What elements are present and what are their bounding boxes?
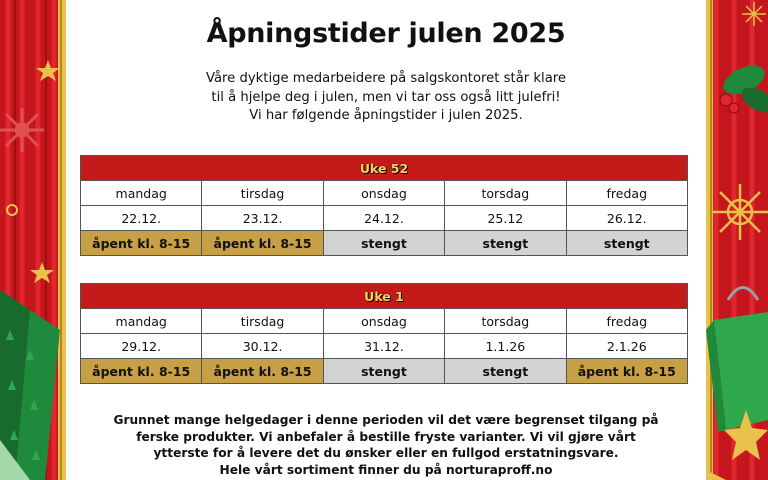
outro-line: ferske produkter. Vi anbefaler å bestille fryste varianter. Vi vil gjøre vårt — [136, 429, 636, 444]
outro-line: ytterste for å levere det du ønsker eller en fullgod erstatningsvare. — [153, 446, 619, 460]
date-cell: 24.12. — [323, 206, 444, 231]
day-cell: tirsdag — [202, 309, 323, 334]
status-closed-cell: stengt — [323, 231, 444, 256]
day-cell: torsdag — [445, 309, 566, 334]
status-closed-cell: stengt — [323, 359, 444, 384]
day-cell: tirsdag — [202, 181, 323, 206]
day-cell: mandag — [81, 181, 202, 206]
date-cell: 23.12. — [202, 206, 323, 231]
status-closed-cell: stengt — [445, 359, 566, 384]
status-closed-cell: stengt — [566, 231, 687, 256]
status-open-cell: åpent kl. 8-15 — [81, 231, 202, 256]
date-row — [81, 334, 688, 359]
day-cell: onsdag — [323, 181, 444, 206]
intro-line: Vi har følgende åpningstider i julen 2025. — [249, 108, 523, 123]
date-cell: 29.12. — [81, 334, 202, 359]
date-cell: 26.12. — [566, 206, 687, 231]
intro-line: til å hjelpe deg i julen, men vi tar oss også litt julefri! — [211, 89, 561, 105]
week-1-table — [80, 283, 688, 384]
right-decorative-border — [706, 0, 768, 480]
date-cell: 31.12. — [323, 334, 444, 359]
day-cell: fredag — [566, 309, 687, 334]
day-row — [81, 309, 688, 334]
intro-line: Våre dyktige medarbeidere på salgskontoret står klare — [205, 71, 567, 86]
date-cell: 2.1.26 — [566, 334, 687, 359]
christmas-pattern-right — [706, 0, 768, 480]
date-cell: 22.12. — [81, 206, 202, 231]
status-row — [81, 231, 688, 256]
status-open-cell: åpent kl. 8-15 — [202, 231, 323, 256]
week-header: Uke 1 — [81, 284, 688, 309]
day-row — [81, 181, 688, 206]
day-cell: fredag — [566, 181, 687, 206]
outro-line: Grunnet mange helgedager i denne perioden vil det være begrenset tilgang på — [113, 413, 659, 427]
outro-text — [66, 412, 706, 478]
christmas-pattern-left — [0, 0, 66, 480]
status-open-cell: åpent kl. 8-15 — [202, 359, 323, 384]
page-title: Åpningstider julen 2025 — [206, 18, 566, 49]
date-cell: 30.12. — [202, 334, 323, 359]
status-open-cell: åpent kl. 8-15 — [81, 359, 202, 384]
date-cell: 25.12 — [445, 206, 566, 231]
status-row — [81, 359, 688, 384]
main-content — [66, 0, 706, 480]
status-closed-cell: stengt — [445, 231, 566, 256]
date-row — [81, 206, 688, 231]
week-header: Uke 52 — [81, 156, 688, 181]
day-cell: mandag — [81, 309, 202, 334]
intro-text — [66, 70, 706, 126]
day-cell: onsdag — [323, 309, 444, 334]
date-cell: 1.1.26 — [445, 334, 566, 359]
week-52-table — [80, 155, 688, 256]
website-line: Hele vårt sortiment finner du på norturaproff.no — [219, 462, 553, 477]
status-open-cell: åpent kl. 8-15 — [566, 359, 687, 384]
left-decorative-border — [0, 0, 66, 480]
day-cell: torsdag — [445, 181, 566, 206]
